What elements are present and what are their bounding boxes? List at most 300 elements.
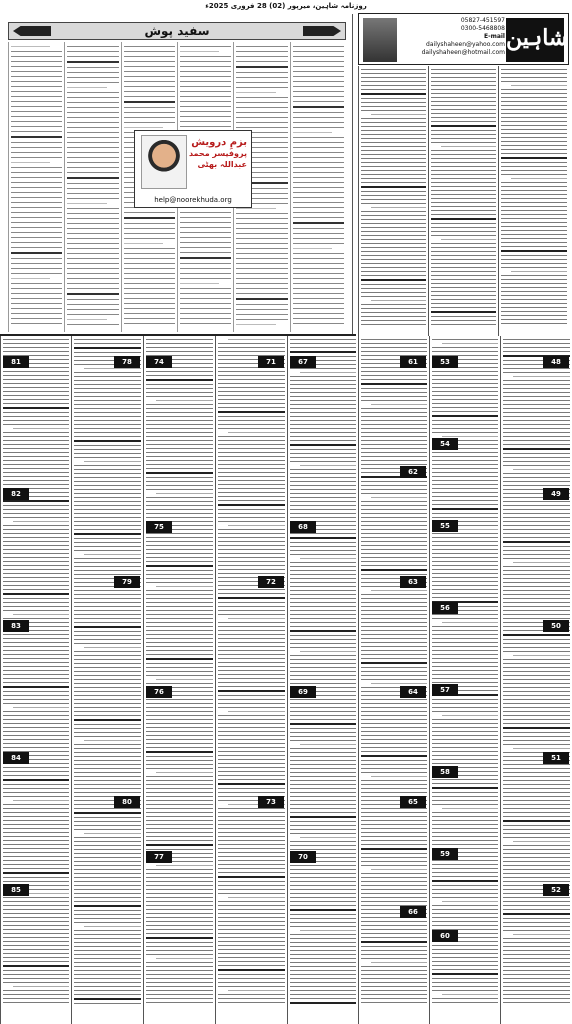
text-line [3, 796, 69, 797]
text-line [431, 291, 496, 292]
text-line [3, 970, 69, 971]
text-line [74, 489, 141, 490]
text-line [3, 848, 69, 849]
text-line [124, 71, 175, 72]
notice-number: 85 [11, 886, 21, 894]
column-text-col [8, 42, 64, 332]
text-line [11, 268, 62, 269]
text-line [293, 137, 344, 138]
text-line [503, 804, 570, 805]
text-line [218, 1002, 285, 1003]
text-line [3, 961, 69, 962]
text-line [290, 796, 356, 797]
text-line [432, 969, 498, 970]
text-line [361, 642, 427, 643]
text-line [218, 452, 285, 453]
text-line [290, 748, 356, 749]
text-line [236, 56, 287, 57]
text-line [503, 533, 570, 534]
text-line [146, 582, 213, 583]
text-line [503, 970, 570, 971]
text-line [290, 707, 356, 708]
text-line [146, 379, 213, 381]
text-line [361, 324, 426, 325]
text-line [361, 215, 426, 216]
text-line [11, 76, 62, 77]
text-line [124, 253, 175, 254]
text-line [432, 452, 498, 453]
text-line [501, 149, 567, 150]
text-line [146, 942, 213, 943]
text-line [290, 368, 356, 369]
text-line [218, 561, 285, 562]
text-line [3, 650, 69, 651]
text-line [432, 626, 498, 627]
text-line [218, 982, 285, 983]
text-line [290, 578, 356, 579]
text-line [218, 379, 285, 380]
text-line [3, 347, 69, 348]
text-line [293, 278, 344, 279]
text-line [146, 723, 213, 724]
text-line [503, 428, 570, 429]
text-line [293, 127, 344, 128]
text-line [361, 901, 427, 902]
text-line [156, 493, 213, 494]
text-line [74, 881, 141, 882]
text-line [146, 719, 213, 720]
text-line [290, 800, 356, 801]
text-line [67, 314, 118, 315]
text-line [361, 549, 427, 550]
text-line [218, 739, 285, 740]
text-line [442, 622, 498, 623]
text-line [228, 897, 285, 898]
text-line [3, 747, 69, 748]
text-line [124, 233, 175, 234]
text-line [290, 489, 356, 490]
text-line [146, 642, 213, 643]
text-line [503, 416, 570, 417]
text-line [3, 610, 69, 611]
text-line [146, 452, 213, 453]
text-line [361, 247, 426, 248]
text-line [218, 674, 285, 675]
notice-number: 58 [440, 768, 450, 776]
text-line [11, 207, 62, 208]
text-line [503, 703, 570, 704]
text-line [290, 841, 356, 842]
text-line [124, 81, 175, 82]
text-line [3, 371, 69, 372]
text-line [290, 821, 356, 822]
notice-number: 55 [440, 522, 450, 530]
text-line [74, 744, 141, 745]
text-line [218, 399, 285, 400]
notice-number: 80 [122, 798, 132, 806]
text-line [236, 87, 287, 88]
text-line [74, 392, 141, 393]
text-line [146, 477, 213, 478]
notice-column [287, 336, 358, 1024]
text-line [503, 448, 570, 450]
notice-number: 78 [122, 358, 132, 366]
text-line [513, 655, 570, 656]
text-line [501, 218, 567, 219]
text-line [3, 877, 69, 878]
text-line [11, 142, 62, 143]
text-line [361, 227, 426, 228]
text-line [146, 893, 213, 894]
text-line [503, 950, 570, 951]
text-line [432, 925, 498, 926]
text-line [74, 687, 141, 688]
text-line [74, 343, 141, 344]
text-line [218, 755, 285, 756]
text-line [361, 308, 426, 309]
text-line [293, 61, 344, 62]
text-line [74, 998, 141, 1000]
text-line [236, 107, 287, 108]
text-line [74, 440, 141, 442]
text-line [218, 347, 285, 348]
text-line [67, 122, 118, 123]
text-line [290, 428, 356, 429]
text-line [431, 299, 496, 300]
text-line [431, 73, 496, 74]
text-line [84, 461, 141, 462]
text-line [3, 500, 69, 502]
text-line [3, 565, 69, 566]
text-line [3, 836, 69, 837]
text-line [218, 407, 285, 408]
text-line [11, 126, 62, 127]
text-line [236, 304, 287, 305]
text-line [361, 537, 427, 538]
text-line [11, 116, 62, 117]
text-line [67, 137, 118, 138]
text-line [290, 966, 356, 967]
text-line [74, 728, 141, 729]
text-line [67, 293, 118, 295]
text-line [180, 313, 231, 314]
text-line [503, 537, 570, 538]
text-line [361, 610, 427, 611]
notice-number-tag [258, 356, 284, 368]
text-line [293, 172, 344, 173]
text-line [146, 756, 213, 757]
text-line [218, 403, 285, 404]
text-line [361, 255, 426, 256]
text-line [361, 925, 427, 926]
text-line [11, 278, 50, 279]
text-line [236, 112, 287, 113]
text-line [371, 590, 427, 591]
text-line [180, 303, 231, 304]
text-line [503, 408, 570, 409]
text-line [124, 298, 175, 299]
text-line [361, 602, 427, 603]
text-line [74, 946, 141, 947]
text-line [146, 444, 213, 445]
text-line [67, 56, 118, 57]
text-line [432, 816, 498, 817]
text-line [290, 849, 356, 850]
notice-number: 83 [11, 622, 21, 630]
text-line [361, 182, 426, 183]
text-line [432, 589, 498, 590]
notice-number: 65 [408, 798, 418, 806]
notice-number: 67 [298, 358, 308, 366]
text-line [290, 497, 356, 498]
email-label: E-mail [483, 33, 505, 40]
text-line [146, 873, 213, 874]
text-line [3, 646, 69, 647]
text-line [218, 444, 285, 445]
author-photo [141, 135, 187, 189]
text-line [361, 98, 426, 99]
text-line [3, 537, 69, 538]
text-line [503, 436, 570, 437]
text-line [3, 792, 69, 793]
text-line [432, 986, 498, 987]
notice-number-tag [3, 620, 29, 632]
text-line [503, 687, 570, 688]
text-line [74, 339, 141, 340]
text-line [11, 96, 62, 97]
text-line [146, 517, 213, 518]
text-line [293, 233, 344, 234]
text-line [503, 643, 570, 644]
text-line [503, 938, 570, 939]
notice-number: 54 [440, 440, 450, 448]
text-line [67, 157, 118, 158]
text-line [74, 590, 141, 591]
text-line [11, 131, 62, 132]
text-line [180, 237, 231, 238]
notice-number-tag [400, 906, 426, 918]
author-email: help@noorekhuda.org [154, 196, 232, 204]
text-line [361, 614, 427, 615]
text-line [432, 577, 498, 578]
text-line [218, 646, 285, 647]
text-line [236, 288, 287, 289]
text-line [180, 268, 231, 269]
text-line [361, 820, 427, 821]
notice-number-tag [432, 848, 458, 860]
text-line [432, 982, 498, 983]
text-line [236, 278, 287, 279]
text-line [361, 158, 426, 159]
text-line [180, 116, 231, 117]
text-line [290, 380, 356, 381]
text-line [180, 288, 231, 289]
text-line [501, 238, 567, 239]
text-line [361, 950, 427, 951]
text-line [432, 513, 498, 514]
text-line [218, 626, 285, 627]
text-line [501, 287, 567, 288]
text-line [432, 484, 498, 485]
text-line [124, 223, 175, 224]
text-line [3, 917, 69, 918]
text-line [290, 602, 356, 603]
text-line [503, 574, 570, 575]
text-line [290, 990, 356, 991]
text-line [3, 808, 69, 809]
text-line [371, 114, 426, 115]
text-line [74, 756, 141, 757]
text-line [290, 756, 356, 757]
text-line [74, 691, 141, 692]
text-line [290, 501, 356, 502]
text-line [361, 877, 427, 878]
text-line [290, 946, 356, 947]
text-line [361, 848, 427, 850]
text-line [361, 343, 427, 344]
text-line [74, 396, 141, 397]
text-line [3, 420, 69, 421]
text-line [218, 654, 285, 655]
text-line [290, 776, 356, 777]
text-line [3, 743, 69, 744]
text-line [228, 432, 285, 433]
notice-number-tag [3, 884, 29, 896]
notice-number: 59 [440, 850, 450, 858]
text-line [74, 942, 141, 943]
text-line [432, 347, 498, 348]
text-line [11, 101, 62, 102]
text-line [218, 634, 285, 635]
text-line [74, 529, 141, 530]
text-line [503, 715, 570, 716]
text-line [11, 263, 62, 264]
text-line [432, 646, 498, 647]
text-line [361, 203, 426, 204]
text-line [74, 574, 141, 575]
text-line [3, 399, 69, 400]
text-line [3, 375, 69, 376]
text-line [432, 395, 498, 396]
page-header-strip: روزنامہ شاہین، میرپور (02) 28 فروری 2025ء [205, 2, 367, 10]
text-line [501, 109, 567, 110]
text-line [74, 412, 141, 413]
text-line [290, 594, 356, 595]
text-line [432, 735, 498, 736]
text-line [124, 263, 175, 264]
text-line [293, 268, 344, 269]
text-line [180, 278, 231, 279]
text-line [67, 324, 118, 325]
text-line [3, 840, 69, 841]
text-line [503, 388, 570, 389]
text-line [218, 650, 285, 651]
left-arrow-icon [13, 26, 51, 36]
text-line [11, 227, 62, 228]
text-line [432, 844, 498, 845]
text-line [293, 217, 344, 218]
text-line [503, 812, 570, 813]
text-line [218, 860, 285, 861]
text-line [146, 481, 213, 482]
text-line [74, 841, 141, 842]
text-line [432, 650, 498, 651]
text-line [432, 662, 498, 663]
text-line [290, 622, 356, 623]
notice-number-tag [258, 576, 284, 588]
text-line [431, 194, 496, 195]
text-line [74, 853, 141, 854]
notice-number-tag [543, 752, 569, 764]
text-line [503, 368, 570, 369]
text-line [218, 889, 285, 890]
text-line [74, 542, 141, 543]
text-line [3, 905, 69, 906]
text-line [218, 792, 285, 793]
text-line [74, 1003, 141, 1004]
text-line [146, 424, 213, 425]
text-line [218, 759, 285, 760]
text-line [361, 954, 427, 955]
text-line [503, 744, 570, 745]
notice-column [358, 336, 429, 1024]
text-line [67, 233, 118, 234]
text-line [503, 602, 570, 603]
text-line [361, 73, 426, 74]
text-line [361, 735, 427, 736]
text-line [501, 101, 567, 102]
text-line [432, 804, 498, 805]
text-line [11, 167, 62, 168]
text-line [293, 207, 344, 208]
text-line [146, 990, 213, 991]
text-line [146, 743, 213, 744]
text-line [361, 626, 427, 627]
text-line [74, 695, 141, 696]
text-line [503, 909, 570, 910]
text-line [501, 202, 567, 203]
text-line [503, 723, 570, 724]
text-line [503, 440, 570, 441]
text-line [74, 825, 141, 826]
text-line [146, 347, 213, 348]
notice-number-tag [114, 796, 140, 808]
text-line [218, 614, 285, 615]
text-line [501, 226, 567, 227]
text-line [432, 917, 498, 918]
text-line [361, 646, 427, 647]
text-line [11, 106, 62, 107]
text-line [290, 590, 356, 591]
text-line [218, 456, 285, 457]
notice-number: 48 [551, 358, 561, 366]
text-line [290, 626, 356, 627]
notice-number-tag [114, 356, 140, 368]
text-line [361, 339, 427, 340]
text-line [3, 444, 69, 445]
text-line [67, 132, 118, 133]
text-line [293, 182, 344, 183]
text-line [67, 258, 118, 259]
text-line [3, 484, 69, 485]
text-line [74, 958, 141, 959]
text-line [74, 978, 141, 979]
author-name-block [183, 137, 247, 170]
text-line [503, 857, 570, 858]
text-line [290, 376, 356, 377]
text-line [431, 324, 496, 325]
text-line [290, 440, 356, 441]
